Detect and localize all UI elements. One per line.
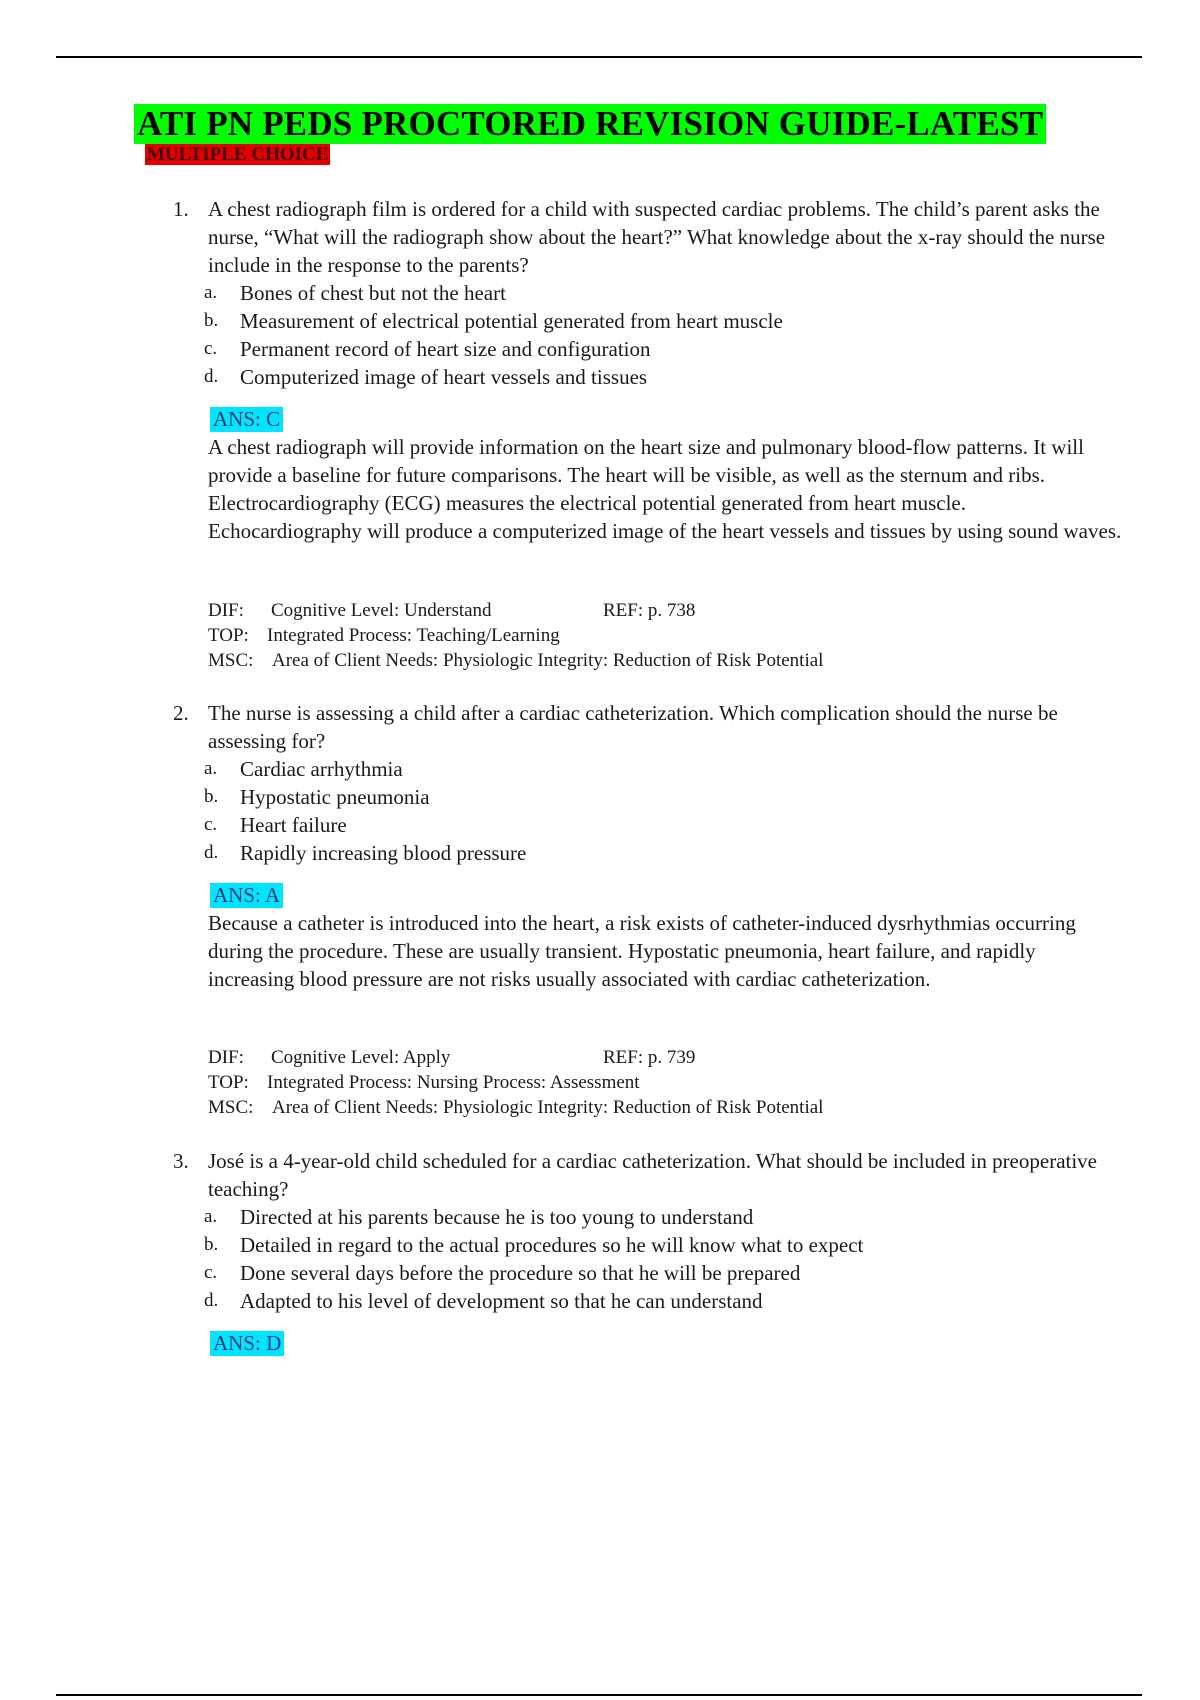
- answer-badge: ANS: A: [210, 883, 283, 908]
- question-stem: The nurse is assessing a child after a cardiac catheterization. Which complication should the nurse be assessing for?: [208, 701, 1058, 753]
- option-text: Bones of chest but not the heart: [240, 281, 506, 305]
- rationale: Because a catheter is introduced into the heart, a risk exists of catheter-induced dysrhythmias occurring during the procedure. These are usually transient. Hypostatic pneumonia, heart failure, and rapidly increasing blood pressure are not risks usually associated with cardiac catheterization.: [208, 911, 1076, 991]
- option-letter: a.: [204, 1206, 218, 1227]
- option-letter: c.: [204, 1262, 218, 1283]
- option-text: Permanent record of heart size and configuration: [240, 337, 651, 361]
- dif-value: Cognitive Level: Apply: [271, 1047, 451, 1068]
- dif-value: Cognitive Level: Understand: [271, 600, 492, 621]
- option-text: Heart failure: [240, 813, 347, 837]
- ref-value: REF: p. 739: [603, 1047, 696, 1068]
- rationale: A chest radiograph will provide information on the heart size and pulmonary blood-flow patterns. It will provide a baseline for future comparisons. The heart will be visible, as well as the sternum and ribs. Electrocardiography (ECG) measures the electrical potential generated from heart muscle. Echocardiography will produce a computerized image of the heart vessels and tissues by using sound waves.: [208, 435, 1122, 543]
- option-letter: c.: [204, 338, 218, 359]
- option-a: [0, 1203, 1200, 1231]
- option-b: [0, 1231, 1200, 1259]
- option-text: Detailed in regard to the actual procedures so he will know what to expect: [240, 1233, 864, 1257]
- option-letter: a.: [204, 758, 218, 779]
- option-text: Cardiac arrhythmia: [240, 757, 403, 781]
- top-label: TOP:: [208, 625, 249, 646]
- option-letter: b.: [204, 1234, 219, 1255]
- option-c: [0, 1259, 1200, 1287]
- msc-label: MSC:: [208, 1097, 254, 1118]
- document-title: ATI PN PEDS PROCTORED REVISION GUIDE-LATEST: [134, 104, 1046, 144]
- question-stem: José is a 4-year-old child scheduled for a cardiac catheterization. What should be included in preoperative teaching?: [208, 1149, 1098, 1201]
- ref-value: REF: p. 738: [603, 600, 696, 621]
- msc-row: [208, 1095, 1108, 1120]
- options-list: [0, 279, 1200, 391]
- option-letter: c.: [204, 814, 218, 835]
- question-number: 3.: [173, 1149, 189, 1173]
- question-number: 2.: [173, 701, 189, 725]
- option-letter: b.: [204, 786, 219, 807]
- question-number: 1.: [173, 197, 189, 221]
- option-text: Rapidly increasing blood pressure: [240, 841, 527, 865]
- option-text: Done several days before the procedure so that he will be prepared: [240, 1261, 801, 1285]
- question-stem: A chest radiograph film is ordered for a child with suspected cardiac problems. The child’s parent asks the nurse, “What will the radiograph show about the heart?” What knowledge about the x-ray should the nurse include in the response to the parents?: [208, 197, 1106, 277]
- option-b: [0, 783, 1200, 811]
- option-letter: d.: [204, 1290, 219, 1311]
- option-text: Computerized image of heart vessels and tissues: [240, 365, 648, 389]
- option-letter: a.: [204, 282, 218, 303]
- option-d: [0, 1287, 1200, 1315]
- option-c: [0, 335, 1200, 363]
- section-heading: MULTIPLE CHOICE: [147, 144, 329, 165]
- option-b: [0, 307, 1200, 335]
- bottom-rule: [56, 1694, 1142, 1696]
- option-text: Adapted to his level of development so that he can understand: [240, 1289, 763, 1313]
- option-text: Directed at his parents because he is too young to understand: [240, 1205, 754, 1229]
- option-text: Hypostatic pneumonia: [240, 785, 430, 809]
- options-list: [0, 755, 1200, 867]
- dif-row: [208, 598, 1108, 623]
- option-a: [0, 279, 1200, 307]
- top-value: Integrated Process: Nursing Process: Assessment: [267, 1072, 640, 1093]
- dif-label: DIF:: [208, 600, 244, 621]
- top-row: [208, 1070, 1108, 1095]
- options-list: [0, 1203, 1200, 1315]
- option-d: [0, 363, 1200, 391]
- msc-row: [208, 648, 1108, 673]
- option-letter: d.: [204, 366, 219, 387]
- msc-value: Area of Client Needs: Physiologic Integrity: Reduction of Risk Potential: [272, 650, 824, 671]
- option-letter: d.: [204, 842, 219, 863]
- option-letter: b.: [204, 310, 219, 331]
- dif-row: [208, 1045, 1108, 1070]
- question-meta: [208, 1045, 1108, 1120]
- top-row: [208, 623, 1108, 648]
- top-rule: [56, 56, 1142, 58]
- option-text: Measurement of electrical potential generated from heart muscle: [240, 309, 783, 333]
- option-c: [0, 811, 1200, 839]
- option-d: [0, 839, 1200, 867]
- answer-badge: ANS: D: [210, 1331, 284, 1356]
- top-label: TOP:: [208, 1072, 249, 1093]
- answer-badge: ANS: C: [210, 407, 283, 432]
- msc-label: MSC:: [208, 650, 254, 671]
- title-wrap: [134, 104, 1046, 144]
- dif-label: DIF:: [208, 1047, 244, 1068]
- msc-value: Area of Client Needs: Physiologic Integrity: Reduction of Risk Potential: [272, 1097, 824, 1118]
- top-value: Integrated Process: Teaching/Learning: [267, 625, 560, 646]
- option-a: [0, 755, 1200, 783]
- question-meta: [208, 598, 1108, 673]
